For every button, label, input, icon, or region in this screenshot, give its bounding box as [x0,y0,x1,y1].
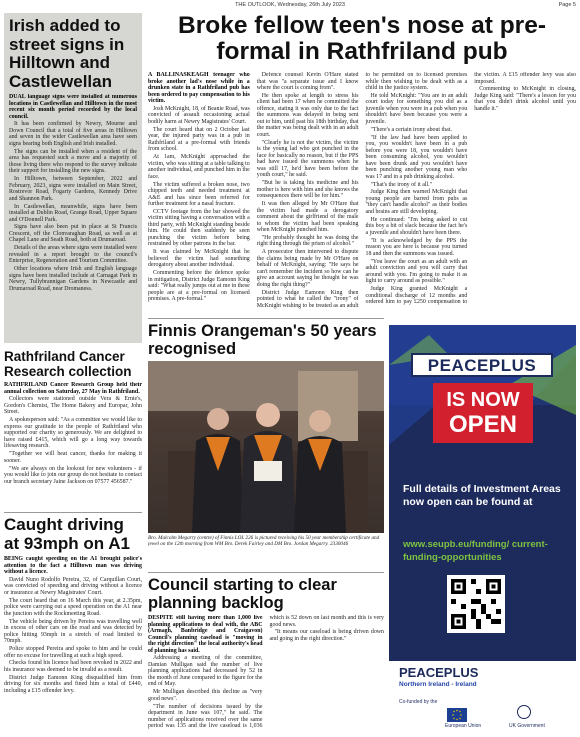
ad-brand2: PEACEPLUS [399,665,479,680]
orange-photo [148,361,384,533]
uk-crest-icon [517,705,531,719]
peaceplus-ad[interactable] [389,325,576,734]
story-lead: RATHFRILAND Cancer Research Group held their annual collection on Saturday, 27 May in Rathfriland. [4,382,142,395]
paragraph: "You leave the court as an adult with an adult conviction and you will carry that around with you. I'm going to make it as light to carry around as possible." [365,258,468,285]
ad-text: Full details of Investment Areas now open can be found at [403,483,561,508]
paragraph: Mr Mulligan described this decline as "very good news". [148,689,263,702]
divider [148,318,384,319]
story-orange [148,322,384,570]
paragraph: The signs can be installed when a resident of the area has requested such a move and a majority of those living there who respond to the survey indicate their support for installing the new signs. [9,148,137,175]
paragraph: A spokesperson said: "As a committee we would like to express our gratitude to the people of Rathfriland who supported our charity so generously. We are delighted to have raised £415, which will go a long way towards lifesaving research. [4,417,142,450]
paragraph: Other locations where Irish and English language signs have been installed include at Carnagat Park in Newry, Tullybrannigan Gardens in Newcastle and Drumaroad Road, near Dromaness. [9,266,137,292]
story-cancer [4,349,142,509]
paragraph: Addressing a meeting of the committee, Damian Mulligan said the number of live planning applications had decreased by 52 in the month of June compared to the figure for the end of May. [148,655,263,688]
paragraph: Checks found his licence had been revoked in 2022 and his insurance was deemed to be invalid as a result. [4,660,142,673]
ad-line2: OPEN [448,411,517,438]
left-column [4,13,142,735]
eu-flag-icon [447,708,467,722]
paragraph: Defence counsel Kevin O'Hare stated that was "a separate issue and I know where the court is coming from". [256,72,359,91]
ad-eu: European Union [445,723,482,729]
paragraph: At 1am, McKnight approached the victim, who was sitting at a table talking to another individual, and punched him in the face. [148,154,250,180]
paragraph: The court heard that on 16 March this year, at 2.35pm, police were carrying out a speed operation on the A1 near the junction with the Rockmeeting Road. [4,597,142,617]
story-body [9,94,137,316]
paragraph: Commenting before the defence spoke in mitigation, District Judge Eamonn King said: "What really jumps out at me in these people are at a pre-formal on licensed premises. A pre-formal." [148,270,250,303]
story-lead: A BALLINASKEAGH teenager who broke another lad's nose while in a drunken state in a Rathfriland pub has been ordered to pay compensation to his victim. [148,72,250,104]
paragraph: "Clearly he is not the victim, the victim is the young lad who got punched in the face for basically no reason, but if the PPS had have issued the summons when he was still 17, he'd have been before the youth court," he said. [256,139,359,179]
ad-brand: PEACEPLUS [427,356,537,375]
eu-stars-icon [447,708,467,722]
story-body [148,72,576,314]
paragraph: "But he is taking his medicine and his mother is here with him and she knows the consequences there will be for him." [256,180,359,200]
paragraph: District Judge Eamonn King disqualified him from driving for six months and fined him a total of £440, including a £15 offender levy. [4,674,142,694]
qr-code-icon [451,579,501,629]
story-irish [4,13,142,343]
paragraph: District Judge Eamonn King then pointed to what he called the "irony" of McKnight wishing to be treated as an adult to be permitted on to licensed premises while then wishing to be dealt with as a child in the justice system. [256,72,468,309]
paragraph: "He probably thought he was doing the right thing through the prism of alcohol." [256,234,359,248]
paragraph: A prosecutor then intervened to dispute the claims being made by Mr O'Hare on behalf of McKnight, saying: "He says he can't remember the incident so how can he give an account saying he thought he was doing the right thing?" [256,249,359,288]
story-headline: Irish added to street signs in Hilltown and Castlewellan [9,16,125,91]
ad-brand-box [411,353,553,377]
paragraph: "If the law had have been applied to you, you wouldn't have been in a pub before you were 18, you wouldn't have been consuming alcohol, you wouldn't have been drunk and you wouldn't have been punching another young man who was 17 and in a pub drinking alcohol. [365,134,468,180]
ad-url[interactable]: www.seupb.eu/funding/ current-funding-opportunities [403,539,548,563]
paragraph: It was then alleged by Mr O'Hare that the victim had made a derogatory comment about the girlfriend of the male to whom the victim had been speaking when McKnight punched him. [256,201,359,234]
qr-code[interactable] [447,575,505,633]
ad-uk: UK Government [509,723,545,729]
paragraph: It was claimed by McKnight that he believed the victim had something derogatory about another individual. [148,249,250,269]
story-body [4,382,142,494]
paragraph: In Hilltown, between September, 2022 and February, 2023, signs were installed on Main Street, Rostrevor Road, Fogarty Gardens, Kennedy Drive and Shannon Park. [9,176,137,202]
page-number: Page 5 [558,2,576,8]
photo-illustration [148,361,384,533]
paragraph: CCTV footage from the bar showed the victim sitting having a conversation with a third party, with McKnight standing beside him. He could then suddenly be seen punching the victim before being restrained by other patrons in the bar. [148,208,250,248]
paragraph: "We are always on the lookout for new volunteers - if you would like to join our group do not hesitate to contact our branch secretary Jaine Jackson on 07577 456587." [4,465,142,485]
main-headline: Broke fellow teen's nose at pre-formal in Rathfriland pub [178,13,546,65]
person-centre [240,403,296,533]
paragraph: The vehicle being driven by Pereira was travelling well in excess of other cars on the road and was detected by police hitting 93mph in a stretch of road limited to 70mph. [4,618,142,645]
story-headline: Finnis Orangeman's 50 years recognised [148,322,377,358]
paragraph: "There's a certain irony about that. [370,126,452,133]
divider [148,572,384,573]
story-caught [4,516,142,734]
story-nose [148,13,576,315]
paragraph: "The number of decisions issued by the department in June was 107," he said. The number of applications received over the same period was 135 and the live caseload is 1,036 which is 52 down on last month and this is very good news. [148,615,384,730]
story-lead: DESPITE still having more than 1,000 live planning applications to deal with, the ABC (Armagh, Banbridge and Craigavon) Council's planning caseload is "moving in the right direction" the local authority's head of planning has said. [148,615,263,654]
story-headline: Council starting to clear planning backlog [148,576,337,612]
story-lead: BEING caught speeding on the A1 brought police's attention to the fact a Hilltown man was driving without a licence. [4,556,142,575]
story-lead: DUAL language signs were installed at numerous locations in Castlewellan and Hilltown in the most recent six month period recorded by the local council. [9,94,137,120]
paragraph: "That's the irony of it all." [370,181,432,188]
story-body [148,615,384,730]
paper-dateline: THE OUTLOOK, Wednesday, 26th July 2023 [235,2,345,8]
ad-line1: IS NOW [446,389,520,411]
paragraph: He continued: "I'm being asked to cut this boy a bit of slack because the fact he's a juvenile and shouldn't have been there. [365,216,468,236]
ad-cofunded: Co-funded by the [399,699,438,705]
paragraph: "Together we will beat cancer, thanks for making it sooner. [4,451,142,464]
story-headline: Rathfriland Cancer Research collection [4,349,132,379]
paragraph: Josh McKnight, 18, of Beanie Road, was convicted of assault occasioning actual bodily harm at Newry Magistrates' Court. [148,105,250,125]
paragraph: Details of the areas where signs were installed were revealed in a report brought to the council's Enterprise, Regeneration and Tourism Committee. [9,245,137,265]
paragraph: He then spoke at length to stress his client had been 17 when he committed the offence, stating it was only due to the fact the summons was delayed in being sent out to him, until past his 18th birthday, that the matter was being dealt with in an adult court. [256,92,359,138]
story-headline: Caught driving at 93mph on A1 [4,516,130,553]
paragraph: The victim suffered a broken nose, two chipped teeth and needed treatment at A&E and has since been referred for further treatment for a nasal fracture. [148,181,250,208]
story-columns [148,72,576,314]
story-body [4,556,142,732]
paragraph: Police stopped Pereira and spoke to him and he could offer no excuse for travelling at such a high speed. [4,646,142,659]
divider [4,512,142,513]
paragraph: It has been confirmed by Newry, Mourne and Down Council that a total of five areas in Hilltown and seven in the wider Castlewellan area have seen signs bearing both English and Irish installed. [9,121,137,147]
paragraph: Collectors were stationed outside Vera & Ernie's, Gordon's Chemist, The Home Bakery and Europar, John Street. [4,396,142,416]
paragraph: Judge King then warned McKnight that young people are barred from pubs as "they can't handle alcohol" as their bodies and brains are still developing. [365,189,468,215]
paragraph: In Castlewellan, meanwhile, signs have been installed at Dublin Road, Grange Road, Upper Square and O'Donnell Park. [9,203,137,223]
person-left [192,408,244,533]
story-council [148,576,384,734]
running-header [0,0,580,11]
paragraph: Signs have also been put in place at St Francis Crescent, off the Clonvaraghan Road, as well as at Chapel Lane and Seath Road, both at Drumaroad. [9,224,137,244]
paragraph: Commenting to McKnight in closing, Judge King said: "There's a lesson for you that you didn't drink alcohol until you handle it." [474,86,576,112]
photo-caption: Bro. Malcolm Megarry (centre) of Finnis LOL 226 is pictured receiving his 50 year membership certificate and jewel on the 12th morning from WM Bro. Derek Fairley and DM Bro. Jordan Megarry. 2330046 [148,535,380,547]
paragraph: The court heard that on 2 October last year, the injured party was in a pub in Rathfriland at a pre-formal with friends from school. [148,126,250,153]
paragraph: "It is acknowledged by the PPS the reason you are here is because you turned 18 and then the summons was issued. [365,237,468,257]
ad-region: Northern Ireland - Ireland [399,681,477,688]
paragraph: He told McKnight: "You are in an adult court today for something you did as a juvenile when you were in a pub when you shouldn't have been because you were a juvenile. [365,92,468,125]
paragraph: Judge King granted McKnight a conditional discharge of 12 months and ordered him to pay £250 compensation to the victim. A £15 offender levy was also imposed. [365,72,576,306]
paragraph: "It means our caseload is being driven down and going in the right direction." [269,629,384,642]
ad-now-open-box [433,383,533,443]
paragraph: David Nuno Rodolfo Pereira, 32, of Carquillan Court, was convicted of speeding and driving without a licence or insurance at Newry Magistrates' Court. [4,576,142,596]
